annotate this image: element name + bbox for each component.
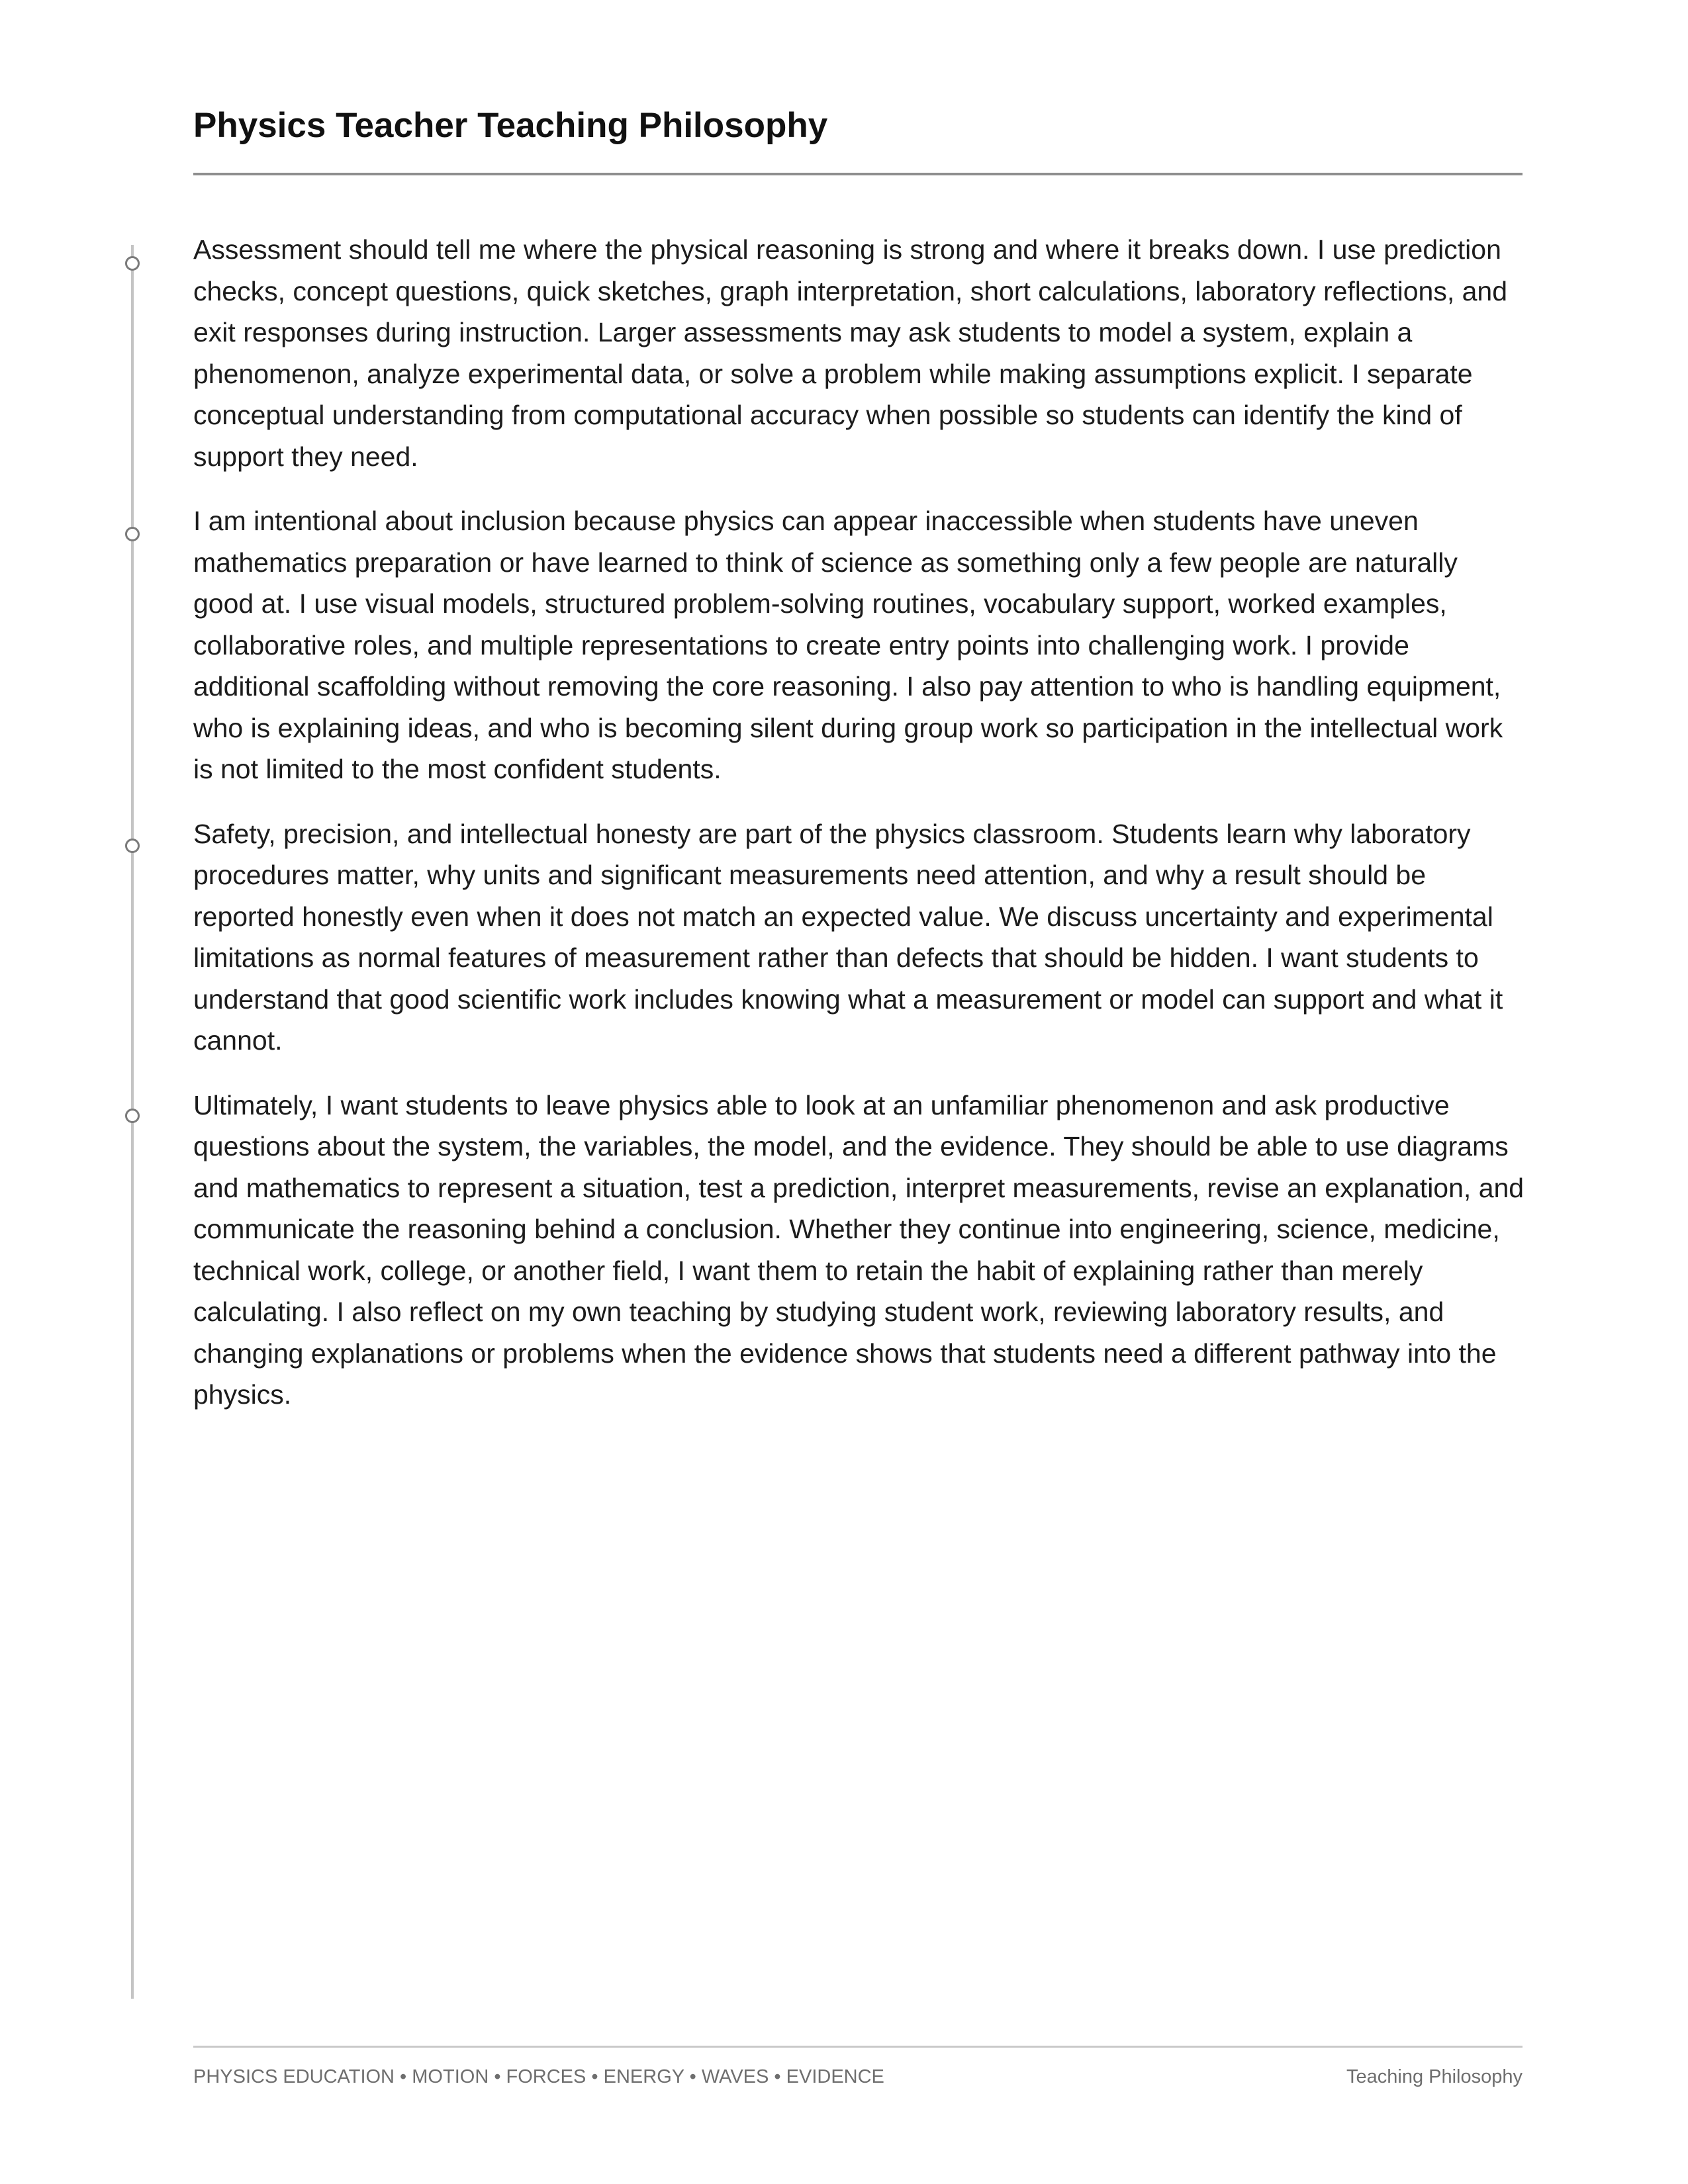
footer-divider	[193, 2046, 1523, 2048]
document-body	[193, 229, 1525, 1439]
paragraph-safety: Safety, precision, and intellectual honesty are part of the physics classroom. Students learn why laboratory procedures matter, why units and significant measurements need attention, and why a result should be reported honestly even when it does not match an expected value. We discuss uncertainty and experimental limitations as normal features of measurement rather than defects that should be hidden. I want students to understand that good scientific work includes knowing what a measurement or model can support and what it cannot.	[193, 818, 1503, 1056]
paragraph-assessment: Assessment should tell me where the physical reasoning is strong and where it breaks down. I use prediction checks, concept questions, quick sketches, graph interpretation, short calculations, laboratory reflections, and exit responses during instruction. Larger assessments may ask students to model a system, explain a phenomenon, analyze experimental data, or solve a problem while making assumptions explicit. I separate conceptual understanding from computational accuracy when possible so students can identify the kind of support they need.	[193, 234, 1508, 472]
timeline-marker	[125, 256, 140, 271]
paragraph-inclusion: I am intentional about inclusion because physics can appear inaccessible when students have uneven mathematics preparation or have learned to think of science as something only a few people are naturally good at. I use visual models, structured problem-solving routines, vocabulary support, worked examples, collaborative roles, and multiple representations to create entry points into challenging work. I provide additional scaffolding without removing the core reasoning. I also pay attention to who is handling equipment, who is explaining ideas, and who is becoming silent during group work so participation in the intellectual work is not limited to the most confident students.	[193, 506, 1503, 784]
title-divider	[193, 173, 1523, 175]
footer-topics: PHYSICS EDUCATION • MOTION • FORCES • ENERGY • WAVES • EVIDENCE	[193, 2066, 884, 2087]
paragraph-conclusion: Ultimately, I want students to leave physics able to look at an unfamiliar phenomenon and ask productive questions about the system, the variables, the model, and the evidence. They should be able to use diagrams and mathematics to represent a situation, test a prediction, interpret measurements, revise an explanation, and communicate the reasoning behind a conclusion. Whether they continue into engineering, science, medicine, technical work, college, or another field, I want them to retain the habit of explaining rather than merely calculating. I also reflect on my own teaching by studying student work, reviewing laboratory results, and changing explanations or problems when the evidence shows that students need a different pathway into the physics.	[193, 1089, 1524, 1410]
timeline-marker	[125, 527, 140, 541]
page-title: Physics Teacher Teaching Philosophy	[193, 106, 828, 145]
timeline-marker	[125, 839, 140, 853]
footer-page-label: Teaching Philosophy	[1346, 2066, 1523, 2087]
timeline-marker	[125, 1109, 140, 1123]
